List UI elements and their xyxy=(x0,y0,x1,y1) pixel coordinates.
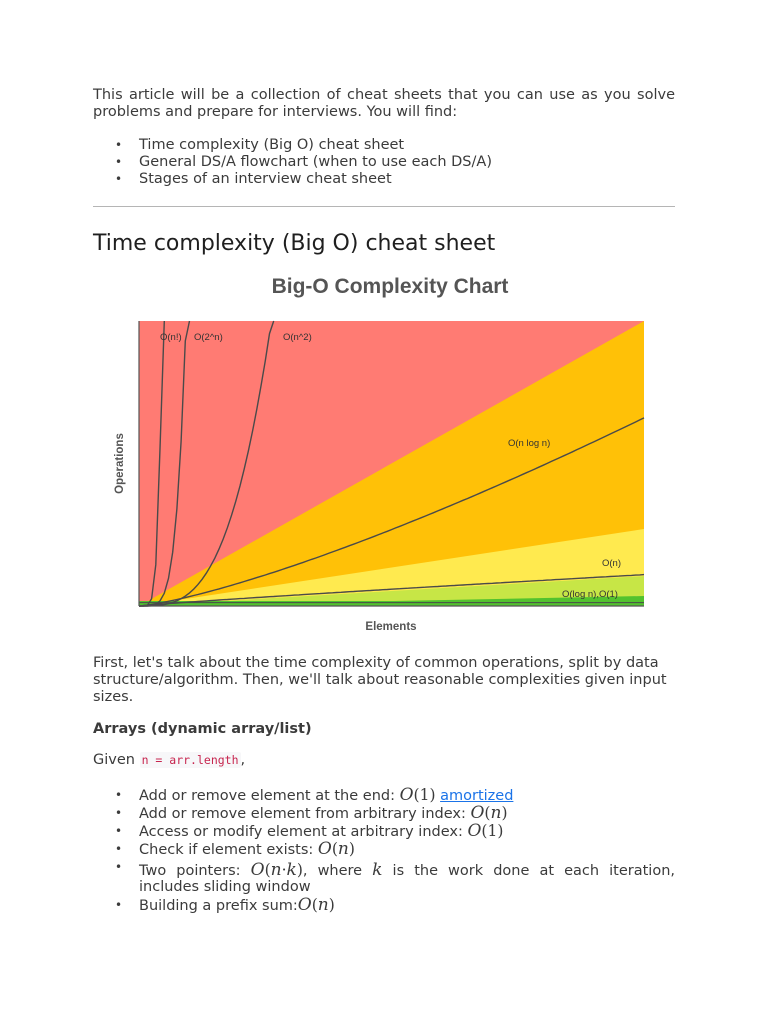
toc-item: • Stages of an interview cheat sheet xyxy=(93,171,675,188)
given-line xyxy=(93,752,245,769)
list-item xyxy=(93,897,675,915)
given-prefix: Given xyxy=(93,752,140,768)
given-suffix: , xyxy=(240,752,246,768)
curve-label: O(n^2) xyxy=(283,332,312,343)
complexity: O(n) xyxy=(317,839,355,859)
curve-label: O(2^n) xyxy=(194,332,223,343)
toc-item: • General DS/A flowchart (when to use each DS/A) xyxy=(93,154,675,171)
intro-paragraph: This article will be a collection of cheat sheets that you can use as you solve problems and prepare for interviews. You will find: xyxy=(93,87,675,120)
op-label: Check if element exists: xyxy=(139,842,318,858)
op-label: Add or remove element from arbitrary index: xyxy=(139,806,471,822)
op-label: Building a prefix sum: xyxy=(139,898,298,914)
toc-list xyxy=(93,137,675,188)
op-label: Access or modify element at arbitrary index: xyxy=(139,824,468,840)
list-item xyxy=(93,841,675,859)
toc-item: • Time complexity (Big O) cheat sheet xyxy=(93,137,675,154)
x-axis-label: Elements xyxy=(365,621,417,633)
curve-label: O(n!) xyxy=(160,332,182,343)
inline-code: n = arr.length xyxy=(141,753,239,767)
chart-title: Big-O Complexity Chart xyxy=(271,275,509,298)
list-item xyxy=(93,805,675,823)
k-variable: k xyxy=(372,860,383,880)
big-o-chart-svg xyxy=(93,266,675,640)
array-operations-list xyxy=(93,787,675,915)
list-item xyxy=(93,787,675,805)
y-axis-label: Operations xyxy=(114,433,126,494)
op-label: Add or remove element at the end: xyxy=(139,788,400,804)
complexity: O(1) xyxy=(467,821,504,841)
big-o-chart xyxy=(93,266,675,640)
band-floor xyxy=(139,601,644,606)
op-text: is the work done at each iteration, includes sliding window xyxy=(139,863,675,895)
arrays-heading: Arrays (dynamic array/list) xyxy=(93,721,312,737)
intro-complexity-paragraph: First, let's talk about the time complexity of common operations, split by data structure/algorithm. Then, we'll talk about reasonable complexities given input sizes. xyxy=(93,655,667,705)
op-text: , where xyxy=(302,863,373,879)
horizontal-divider xyxy=(93,206,675,207)
complexity: O(n·k) xyxy=(250,860,303,880)
complexity: O(n) xyxy=(470,803,508,823)
amortized-link[interactable]: amortized xyxy=(440,788,514,804)
curve-label: O(n log n) xyxy=(508,438,551,449)
curve-label: O(log n),O(1) xyxy=(562,589,618,600)
complexity: O(n) xyxy=(297,895,335,915)
section-title: Time complexity (Big O) cheat sheet xyxy=(93,231,496,256)
list-item xyxy=(93,859,675,897)
complexity: O(1) xyxy=(399,785,436,805)
op-label: Two pointers: xyxy=(139,863,251,879)
list-item xyxy=(93,823,675,841)
curve-label: O(n) xyxy=(602,558,621,569)
